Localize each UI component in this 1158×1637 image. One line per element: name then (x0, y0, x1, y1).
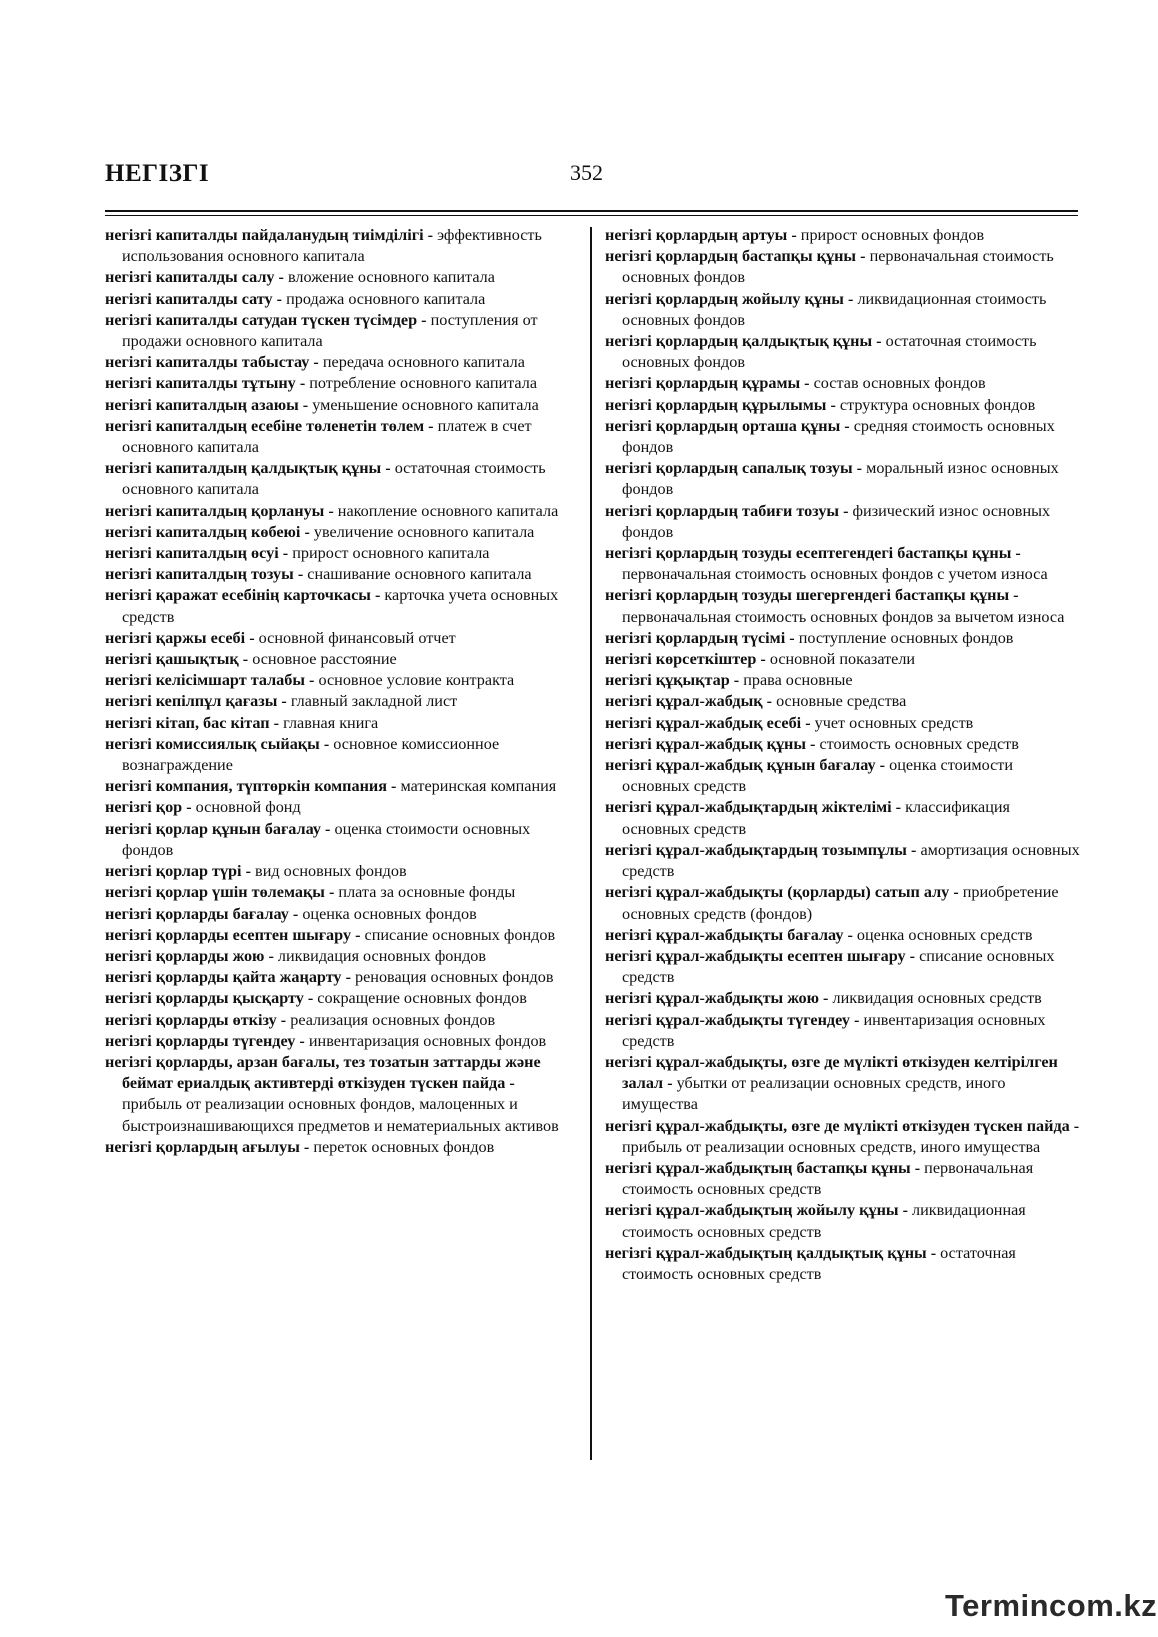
entry-term: негізгі қорларды жою - (105, 946, 274, 965)
entry-term: негізгі құрал-жабдықты, өзге де мүлікті өткізуден келтірілген залал - (605, 1052, 1058, 1093)
dictionary-entry (105, 734, 577, 776)
entry-term: негізгі құрал-жабдықтың қалдықтық құны - (605, 1243, 937, 1262)
entry-definition: амортизация основных средств (622, 840, 1080, 881)
entry-term: негізгі құқықтар - (605, 671, 740, 690)
dictionary-entry (605, 755, 1080, 797)
entry-term: негізгі келісімшарт талабы - (105, 671, 315, 690)
dictionary-entry (105, 585, 577, 627)
dictionary-entry (105, 882, 577, 903)
entry-definition: прирост основных фондов (800, 226, 985, 244)
entry-term: негізгі қорлар түрі - (105, 862, 251, 881)
entry-definition: стоимость основных средств (819, 734, 1019, 753)
entry-term: негізгі құрал-жабдықты түгендеу - (605, 1010, 860, 1029)
entry-term: негізгі қорлардың табиғи тозуы - (605, 501, 849, 520)
entry-term: негізгі қорларды түгендеу - (105, 1031, 305, 1050)
entry-definition: остаточная стоимость основных средств (622, 1243, 1016, 1283)
dictionary-entry (605, 1158, 1080, 1200)
entry-definition: первоначальная стоимость основных средств (622, 1158, 1034, 1199)
entry-definition: продажа основного капитала (286, 289, 486, 308)
entry-term: негізгі капиталдың өсуі - (105, 544, 289, 563)
dictionary-entry (105, 776, 577, 797)
dictionary-entry (605, 734, 1080, 755)
entry-definition: оценка основных средств (856, 925, 1033, 944)
entry-term: негізгі құрал-жабдықтардың жіктелімі - (605, 798, 902, 817)
entry-term: негізгі құрал-жабдықтың бастапқы құны - (605, 1158, 921, 1177)
entry-definition: первоначальная стоимость основных фондов за вычетом износа (622, 607, 1065, 626)
entry-term: негізгі қорлардың құрамы - (605, 374, 810, 393)
entry-term: негізгі капиталдың азаюы - (105, 395, 309, 414)
entry-definition: убытки от реализации основных средств, иного имущества (622, 1074, 1006, 1114)
entry-definition: приобретение основных средств (фондов) (622, 883, 1059, 923)
entry-term: негізгі компания, түптөркін компания - (105, 777, 397, 796)
entry-definition: остаточная стоимость основных фондов (622, 332, 1037, 372)
entry-definition: вид основных фондов (255, 862, 407, 881)
entry-definition: основной показатели (769, 650, 916, 669)
dictionary-entry (105, 649, 577, 670)
entry-definition: основной фонд (195, 798, 301, 817)
entry-definition: основной финансовый отчет (258, 628, 456, 647)
entry-term: негізгі қаржы есебі - (105, 628, 255, 647)
entry-term: негізгі қорлардың сапалық тозуы - (605, 459, 863, 478)
termincom-logo: Termincom.kz (945, 1588, 1158, 1623)
entry-definition: прирост основного капитала (292, 544, 490, 563)
dictionary-entry (105, 904, 577, 925)
dictionary-entry (605, 225, 1080, 246)
entry-term: негізгі қорларды, арзан бағалы, тез тозатын заттарды және беймат ериалдық активтерді өткізуден түскен пайда - (105, 1052, 541, 1093)
dictionary-entry (105, 373, 577, 394)
entry-definition: оценка основных фондов (302, 904, 477, 923)
entry-term: негізгі құрал-жабдық құнын бағалау - (605, 756, 886, 775)
entry-definition: плата за основные фонды (338, 883, 516, 902)
entry-definition: платеж в счет основного капитала (122, 416, 532, 457)
dictionary-entry (605, 373, 1080, 394)
entry-term: негізгі қорлардың құрылымы - (605, 395, 836, 414)
entry-definition: поступления от продажи основного капитала (122, 310, 538, 351)
entry-definition: первоначальная стоимость основных фондов (622, 247, 1054, 287)
entry-definition: материнская компания (400, 777, 557, 796)
entry-definition: переток основных фондов (313, 1137, 495, 1156)
page-number: 352 (570, 160, 603, 185)
entry-definition: физический износ основных фондов (622, 501, 1051, 541)
dictionary-entry (605, 946, 1080, 988)
entry-definition: ликвидационная стоимость основных фондов (622, 289, 1047, 329)
dictionary-entry (605, 416, 1080, 458)
entry-definition: реализация основных фондов (290, 1010, 496, 1029)
dictionary-entry (605, 246, 1080, 288)
entry-definition: поступление основных фондов (798, 628, 1014, 647)
dictionary-entry (605, 1243, 1080, 1285)
entry-definition: вложение основного капитала (288, 268, 495, 287)
column-divider (590, 227, 592, 1460)
entry-definition: главный закладной лист (290, 692, 458, 711)
dictionary-entry (105, 543, 577, 564)
entry-definition: основное расстояние (252, 650, 397, 669)
entry-definition: списание основных фондов (364, 925, 556, 944)
entry-definition: основное комиссионное вознаграждение (122, 734, 500, 775)
dictionary-entry (105, 267, 577, 288)
entry-term: негізгі капиталды пайдаланудың тиімділігі - (105, 226, 434, 244)
dictionary-entry (605, 882, 1080, 924)
dictionary-entry (105, 416, 577, 458)
entry-definition: классификация основных средств (622, 798, 1010, 838)
entry-term: негізгі қорлар үшін төлемақы - (105, 883, 335, 902)
dictionary-entry (605, 988, 1080, 1009)
entry-term: негізгі құрал-жабдықты (қорларды) сатып алу - (605, 883, 959, 902)
dictionary-entry (105, 395, 577, 416)
entry-definition: права основные (743, 671, 853, 690)
dictionary-entry (105, 797, 577, 818)
dictionary-entry (105, 1031, 577, 1052)
dictionary-entry (605, 670, 1080, 691)
entry-definition: главная книга (283, 713, 379, 732)
dictionary-entry (105, 1010, 577, 1031)
dictionary-entry (105, 861, 577, 882)
entry-term: негізгі қаражат есебінің карточкасы - (105, 586, 381, 605)
entry-definition: основное условие контракта (318, 671, 515, 690)
entry-definition: прибыль от реализации основных фондов, малоценных и быстроизнашивающихся предметов и нематериальных активов (122, 1095, 559, 1135)
entry-term: негізгі қорлардың тозуды шегергендегі бастапқы құны - (605, 586, 1019, 605)
entry-definition: снашивание основного капитала (307, 565, 532, 584)
dictionary-entry (605, 1052, 1080, 1116)
entry-term: негізгі қорлардың артуы - (605, 226, 797, 244)
entry-term: негізгі капиталды табыстау - (105, 353, 319, 372)
entry-definition: ликвидация основных фондов (277, 946, 487, 965)
entry-term: негізгі капиталды сатудан түскен түсімдер - (105, 310, 427, 329)
entry-term: негізгі құрал-жабдықты жою - (605, 989, 829, 1008)
dictionary-entry (105, 713, 577, 734)
entry-term: негізгі құрал-жабдықтың жойылу құны - (605, 1201, 908, 1220)
dictionary-entry (105, 225, 577, 267)
dictionary-entry (605, 649, 1080, 670)
entry-term: негізгі комиссиялық сыйақы - (105, 734, 330, 753)
entry-definition: накопление основного капитала (337, 501, 559, 520)
entry-term: негізгі құрал-жабдық құны - (605, 734, 816, 753)
entry-term: негізгі капиталдың қалдықтық құны - (105, 459, 391, 478)
entry-term: негізгі қорлардың түсімі - (605, 628, 795, 647)
entry-term: негізгі қор - (105, 798, 192, 817)
entry-term: негізгі капиталды тұтыну - (105, 374, 306, 393)
entry-definition: списание основных средств (622, 946, 1055, 987)
entry-definition: первоначальная стоимость основных фондов с учетом износа (622, 565, 1048, 584)
entry-term: негізгі капиталды салу - (105, 268, 284, 287)
dictionary-entry (105, 628, 577, 649)
entry-term: негізгі құрал-жабдықты, өзге де мүлікті өткізуден түскен пайда - (605, 1116, 1080, 1135)
dictionary-entry (105, 946, 577, 967)
dictionary-entry (605, 289, 1080, 331)
entry-term: негізгі капиталдың көбеюі - (105, 522, 310, 541)
dictionary-entry (605, 395, 1080, 416)
entry-definition: средняя стоимость основных фондов (622, 416, 1055, 457)
entry-definition: карточка учета основных средств (122, 586, 559, 626)
dictionary-entry (105, 1137, 577, 1158)
dictionary-entry (605, 501, 1080, 543)
entry-term: негізгі құрал-жабдық - (605, 692, 773, 711)
dictionary-entry (105, 352, 577, 373)
entry-term: негізгі қорларды бағалау - (105, 904, 299, 923)
entry-term: негізгі құрал-жабдықты бағалау - (605, 925, 853, 944)
dictionary-entry (105, 925, 577, 946)
dictionary-entry (605, 925, 1080, 946)
entry-definition: ликвидация основных средств (832, 989, 1042, 1008)
entry-term: негізгі капиталды сату - (105, 289, 283, 308)
entry-term: негізгі капиталдың қорлануы - (105, 501, 334, 520)
entry-term: негізгі қорларды есептен шығару - (105, 925, 361, 944)
entry-term: негізгі қорлардың орташа құны - (605, 416, 850, 435)
entry-term: негізгі қорларды қысқарту - (105, 989, 314, 1008)
entry-term: негізгі қашықтық - (105, 650, 249, 669)
dictionary-entry (605, 458, 1080, 500)
entry-term: негізгі қорлардың жойылу құны - (605, 289, 854, 308)
dictionary-entry (105, 310, 577, 352)
left-column (105, 225, 577, 1158)
entry-term: негізгі кітап, бас кітап - (105, 713, 280, 732)
entry-term: негізгі қорларды қайта жаңарту - (105, 968, 351, 987)
entry-term: негізгі құрал-жабдық есебі - (605, 713, 811, 732)
entry-term: негізгі қорлардың тозуды есептегендегі бастапқы құны - (605, 544, 1021, 563)
dictionary-entry (105, 670, 577, 691)
entry-definition: учет основных средств (814, 713, 974, 732)
entry-definition: уменьшение основного капитала (312, 395, 539, 414)
entry-definition: моральный износ основных фондов (622, 459, 1059, 499)
entry-term: негізгі қорлардың қалдықтық құны - (605, 332, 882, 351)
entry-term: негізгі қорлардың бастапқы құны - (605, 247, 866, 266)
dictionary-entry (105, 819, 577, 861)
entry-definition: структура основных фондов (839, 395, 1036, 414)
entry-definition: ликвидационная стоимость основных средств (622, 1201, 1026, 1241)
entry-definition: увеличение основного капитала (313, 522, 535, 541)
entry-definition: оценка стоимости основных средств (622, 756, 1014, 796)
dictionary-entry (605, 1116, 1080, 1158)
dictionary-entry (605, 331, 1080, 373)
header-rule-thick (105, 210, 1078, 212)
dictionary-entry (605, 628, 1080, 649)
dictionary-entry (105, 501, 577, 522)
dictionary-entry (605, 1200, 1080, 1242)
entry-definition: сокращение основных фондов (317, 989, 527, 1008)
entry-term: негізгі қорлар құнын бағалау - (105, 819, 331, 838)
entry-term: негізгі кепілпұл қағазы - (105, 692, 287, 711)
dictionary-entry (605, 840, 1080, 882)
entry-definition: основные средства (776, 692, 907, 711)
entry-definition: состав основных фондов (813, 374, 986, 393)
entry-definition: реновация основных фондов (355, 968, 554, 987)
entry-term: негізгі құрал-жабдықты есептен шығару - (605, 946, 916, 965)
dictionary-entry (105, 564, 577, 585)
right-column (605, 225, 1080, 1285)
dictionary-entry (605, 691, 1080, 712)
dictionary-entry (605, 797, 1080, 839)
dictionary-entry (605, 585, 1080, 627)
header-rule-thin (105, 215, 1078, 216)
dictionary-entry (105, 522, 577, 543)
dictionary-entry (105, 289, 577, 310)
dictionary-entry (105, 1052, 577, 1137)
dictionary-entry (605, 713, 1080, 734)
entry-definition: инвентаризация основных средств (622, 1010, 1046, 1050)
dictionary-entry (605, 543, 1080, 585)
entry-definition: передача основного капитала (322, 353, 525, 372)
entry-term: негізгі қорларды өткізу - (105, 1010, 287, 1029)
entry-definition: оценка стоимости основных фондов (122, 819, 531, 859)
entry-definition: эффективность использования основного капитала (122, 226, 542, 266)
dictionary-entry (105, 691, 577, 712)
running-header-word: НЕГІЗГІ (105, 160, 210, 187)
entry-term: негізгі қорлардың ағылуы - (105, 1137, 310, 1156)
dictionary-entry (105, 967, 577, 988)
entry-definition: прибыль от реализации основных средств, иного имущества (622, 1137, 1041, 1156)
entry-definition: остаточная стоимость основного капитала (122, 459, 546, 499)
entry-term: негізгі капиталдың есебіне төленетін төлем - (105, 416, 434, 435)
entry-term: негізгі құрал-жабдықтардың тозымпұлы - (605, 840, 917, 859)
entry-term: негізгі көрсеткіштер - (605, 650, 766, 669)
entry-definition: инвентаризация основных фондов (308, 1031, 547, 1050)
dictionary-entry (105, 458, 577, 500)
entry-term: негізгі капиталдың тозуы - (105, 565, 304, 584)
dictionary-entry (605, 1010, 1080, 1052)
dictionary-entry (105, 988, 577, 1009)
entry-definition: потребление основного капитала (309, 374, 538, 393)
